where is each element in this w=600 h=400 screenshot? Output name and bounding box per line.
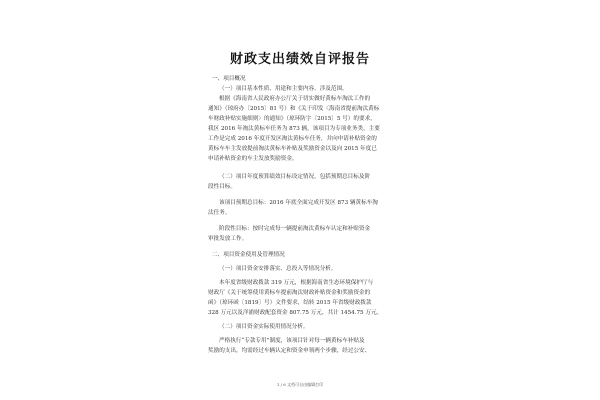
subsection-heading: （一）项目基本性质、用途和主要内容、涉及范围。 bbox=[219, 86, 348, 92]
paragraph-line: 申请补贴资金的车主发放奖励资金。 bbox=[208, 156, 298, 162]
paragraph-line: 黄标车车主发放提前淘汰黄标车补贴及奖励资金以及向 2015 年度已 bbox=[208, 146, 377, 152]
paragraph-line: 车财政补贴实施细则〉的通知》（琼环防字〔2015〕5 号）的要求， bbox=[208, 116, 376, 122]
paragraph-line: 我区 2016 年淘汰黄标车任务为 873 辆，该项目为专项业务类，主要 bbox=[208, 126, 380, 132]
paragraph-line: 该项目预期总目标：2016 年底全面完成开发区 873 辆黄标车淘 bbox=[219, 200, 378, 206]
paragraph-line: 奖励的支出，均需经过车辆认定和资金申领两个步骤，经过公安、 bbox=[208, 348, 371, 354]
document-title: 财政支出绩效自评报告 bbox=[229, 52, 370, 67]
paragraph-line: 函》（琼环函〔1819〕号）文件要求，结转 2015 年省级财政拨款 bbox=[208, 300, 372, 306]
subsection-heading: （二）项目年度预算绩效目标设定情况，包括预期总目标及阶 bbox=[219, 174, 371, 180]
paragraph-line: 审批发放工作。 bbox=[208, 236, 248, 242]
paragraph-line: 本年度省级财政拨款 319 万元，根据海南省生态环境保护厅与 bbox=[219, 280, 374, 286]
paragraph-line: 段性目标。 bbox=[208, 184, 236, 190]
paragraph-line: 328 万元以及洋浦财政配套资金 807.75 万元，共计 1454.75 万元。 bbox=[208, 310, 383, 316]
page-footer: 1 / 6 文档可自由编辑打印 bbox=[276, 382, 324, 387]
paragraph-line: 根据《海南省人民政府办公厅关于切实做好黄标车淘汰工作的 bbox=[219, 96, 371, 102]
section-heading: 二、项目资金使用及管理情况 bbox=[212, 252, 285, 258]
paragraph-line: 通知》（琼府办〔2015〕81 号）和《关于印发〈海南省提前淘汰黄标 bbox=[208, 106, 380, 112]
subsection-heading: （一）项目资金安排落实、总投入等情况分析。 bbox=[219, 266, 337, 272]
paragraph-line: 财政厅《关于统筹使用黄标车提前淘汰财政补贴资金和奖励资金的 bbox=[208, 290, 371, 296]
subsection-heading: （二）项目资金实际使用情况分析。 bbox=[219, 324, 309, 330]
paragraph-line: 阶段性目标：按时完成每一辆提前淘汰黄标车认定和补贴资金 bbox=[219, 226, 371, 232]
paragraph-line: 严格执行“专款专用”制度，该项目针对每一辆黄标车补贴及 bbox=[219, 338, 365, 344]
paragraph-line: 工作是完成 2016 年度开发区淘汰黄标车任务，并向申请补贴资金的 bbox=[208, 136, 377, 142]
paragraph-line: 汰任务。 bbox=[208, 210, 231, 216]
section-heading: 一、项目概况 bbox=[212, 76, 246, 82]
